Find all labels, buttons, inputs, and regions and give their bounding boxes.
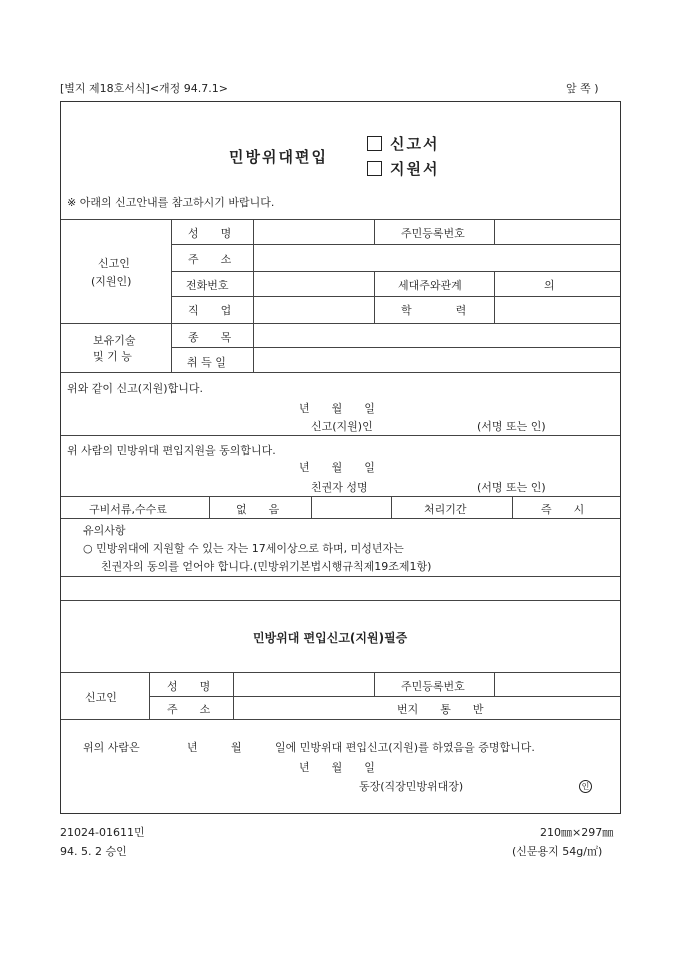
consent-date: 년 월 일 [299, 461, 375, 474]
form-sheet [60, 101, 621, 814]
divider [374, 271, 375, 323]
divider [374, 219, 375, 244]
declaration-sign[interactable]: (서명 또는 인) [477, 420, 546, 433]
name-input[interactable] [253, 220, 374, 244]
household-relation-label: 세대주와관계 [398, 279, 462, 292]
resident-number-input[interactable] [494, 220, 620, 244]
documents-fee-value: 없 음 [236, 503, 280, 516]
certificate-statement-start: 위의 사람은 [83, 741, 140, 754]
category-label: 종 목 [188, 331, 232, 344]
form-title: 민방위대편입 [229, 148, 328, 166]
divider [209, 496, 210, 518]
divider [61, 372, 620, 373]
consent-signer: 친권자 성명 [311, 481, 368, 494]
applicant-label-sub: (지원인) [91, 275, 132, 288]
divider [61, 518, 620, 519]
divider [61, 496, 620, 497]
skills-label: 보유기술 [93, 334, 136, 347]
certificate-title: 민방위대 편입신고(지원)필증 [253, 631, 408, 645]
divider [171, 219, 172, 372]
education-input[interactable] [494, 297, 620, 323]
acquisition-date-input[interactable] [253, 348, 620, 372]
certificate-name-input[interactable] [233, 673, 374, 696]
certificate-date: 년 월 일 [299, 761, 375, 774]
occupation-input[interactable] [253, 297, 374, 323]
divider [61, 719, 620, 720]
consent-statement: 위 사람의 민방위대 편입지원을 동의합니다. [67, 444, 276, 457]
occupation-label: 직 업 [188, 304, 232, 317]
footer-approval: 94. 5. 2 승인 [60, 845, 127, 858]
address-input[interactable] [253, 245, 620, 271]
certificate-name-label: 성 명 [167, 680, 211, 693]
application-checkbox[interactable] [367, 161, 382, 176]
page-side-label: 앞 쪽 ) [566, 82, 599, 95]
declaration-signer: 신고(지원)인 [311, 420, 373, 433]
certificate-issuer: 동장(직장민방위대장) [359, 780, 464, 793]
address-label: 주 소 [188, 253, 232, 266]
skills-label-sub: 및 기 능 [93, 350, 132, 363]
certificate-resident-input[interactable] [494, 673, 620, 696]
certificate-statement-end: 일에 민방위대 편입신고(지원)를 하였음을 증명합니다. [275, 741, 535, 754]
divider [61, 576, 620, 577]
notes-line-1: ○ 민방위대에 지원할 수 있는 자는 17세이상으로 하며, 미성년자는 [83, 542, 404, 555]
documents-fee-label: 구비서류,수수료 [89, 503, 167, 516]
divider [374, 672, 375, 696]
divider [311, 496, 312, 518]
divider [61, 435, 620, 436]
divider [149, 672, 150, 719]
phone-input[interactable] [253, 272, 374, 296]
seal-mark: 인 [579, 780, 592, 793]
name-label: 성 명 [188, 227, 232, 240]
form-number: [별지 제18호서식]<개정 94.7.1> [60, 82, 229, 95]
divider [512, 496, 513, 518]
divider [171, 271, 620, 272]
notes-line-2: 친권자의 동의를 얻어야 합니다.(민방위기본법시행규칙제19조제1항) [101, 560, 432, 573]
consent-sign[interactable]: (서명 또는 인) [477, 481, 546, 494]
option-application[interactable]: 지원서 [367, 158, 439, 179]
certificate-month-label: 월 [231, 741, 242, 754]
certificate-resident-label: 주민등록번호 [401, 680, 465, 693]
option-report[interactable]: 신고서 [367, 133, 439, 154]
notes-title: 유의사항 [83, 524, 126, 537]
declaration-statement: 위와 같이 신고(지원)합니다. [67, 382, 203, 395]
report-checkbox[interactable] [367, 136, 382, 151]
divider [391, 496, 392, 518]
relation-suffix: 의 [544, 279, 555, 292]
footer-paper: (신문용지 54g/㎡) [512, 845, 603, 858]
processing-period-label: 처리기간 [424, 503, 467, 516]
acquisition-date-label: 취 득 일 [187, 356, 226, 369]
divider [61, 600, 620, 601]
certificate-address-label: 주 소 [167, 703, 211, 716]
resident-number-label: 주민등록번호 [401, 227, 465, 240]
certificate-reporter-label: 신고인 [85, 691, 117, 704]
notice-text: ※ 아래의 신고안내를 참고하시기 바랍니다. [67, 196, 275, 209]
processing-period-value: 즉 시 [541, 503, 585, 516]
phone-label: 전화번호 [186, 279, 229, 292]
footer-code: 21024-01611민 [60, 826, 145, 839]
certificate-year-label: 년 [187, 741, 198, 754]
applicant-label: 신고인 [98, 257, 130, 270]
education-label: 학 력 [401, 304, 467, 317]
seal-icon [579, 779, 592, 793]
footer-size: 210㎜×297㎜ [540, 826, 614, 839]
certificate-lot-label: 번지 통 반 [397, 703, 484, 716]
declaration-date: 년 월 일 [299, 402, 375, 415]
category-input[interactable] [253, 324, 620, 347]
